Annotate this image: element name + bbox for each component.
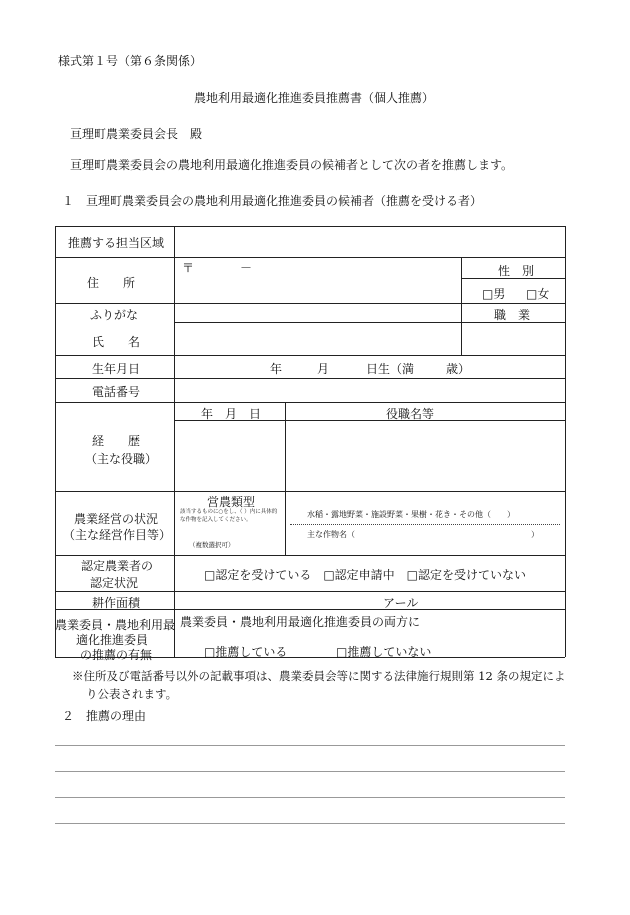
phone-field[interactable] bbox=[176, 380, 564, 401]
furigana-field[interactable] bbox=[176, 305, 460, 321]
intro-text: 亘理町農業委員会の農地利用最適化推進委員の候補者として次の者を推薦します。 bbox=[70, 158, 514, 172]
occupation-field[interactable] bbox=[463, 324, 563, 354]
name-field[interactable] bbox=[176, 324, 460, 354]
name-label: 氏 名 bbox=[92, 335, 141, 349]
cert-options[interactable]: □認定を受けている □認定申請中 □認定を受けていない bbox=[204, 568, 527, 582]
address-field[interactable] bbox=[176, 259, 460, 302]
farm-label: 農業経営の状況 bbox=[74, 512, 159, 526]
career-date-header: 年 月 日 bbox=[201, 407, 262, 421]
both-no-checkbox[interactable]: □推薦していない bbox=[336, 645, 432, 659]
addressee: 亘理町農業委員会長 殿 bbox=[70, 127, 203, 141]
gender-female-checkbox[interactable]: □女 bbox=[526, 287, 550, 301]
acreage-field[interactable] bbox=[176, 592, 376, 608]
postal-dash: － bbox=[240, 261, 253, 275]
acreage-label: 耕作面積 bbox=[92, 596, 141, 610]
birth-age-end: 歳） bbox=[446, 362, 471, 376]
address-label: 住 所 bbox=[87, 276, 136, 290]
career-date-field[interactable] bbox=[176, 422, 284, 490]
reason-line bbox=[55, 823, 565, 824]
form-title: 農地利用最適化推進委員推薦書（個人推薦） bbox=[194, 91, 435, 105]
section2-heading: ２ 推薦の理由 bbox=[62, 709, 147, 723]
occupation-label: 職 業 bbox=[494, 308, 531, 322]
career-position-header: 役職名等 bbox=[386, 407, 435, 421]
acreage-unit: アール bbox=[383, 596, 419, 610]
farm-note: 該当するものに○をし、（ ）内に具体的な作物を記入してください。 bbox=[180, 509, 278, 523]
both-label-2: 適化推進委員 bbox=[76, 633, 149, 647]
area-label: 推薦する担当区域 bbox=[68, 236, 165, 250]
postal-mark: 〒 bbox=[182, 261, 195, 275]
farm-sublabel: （主な経営作目等） bbox=[63, 528, 172, 542]
farm-note-multi: （複数選択可） bbox=[189, 541, 235, 549]
section1-heading: １ 亘理町農業委員会の農地利用最適化推進委員の候補者（推薦を受ける者） bbox=[62, 194, 483, 208]
both-label-1: 農業委員・農地利用最 bbox=[55, 618, 176, 632]
both-label-3: の推薦の有無 bbox=[80, 648, 153, 662]
birth-month: 月 bbox=[317, 362, 330, 376]
reason-line bbox=[55, 771, 565, 772]
publication-note-cont: り公表されます。 bbox=[86, 687, 178, 701]
birth-year: 年 bbox=[270, 362, 283, 376]
form-number: 様式第１号（第６条関係） bbox=[58, 54, 203, 68]
furigana-label: ふりがな bbox=[90, 308, 139, 322]
gender-label: 性 別 bbox=[498, 264, 535, 278]
reason-line bbox=[55, 745, 565, 746]
career-position-field[interactable] bbox=[287, 422, 564, 490]
both-question: 農業委員・農地利用最適化推進委員の両方に bbox=[180, 615, 421, 629]
farm-crop-label: 主な作物名（ bbox=[307, 530, 355, 539]
both-yes-checkbox[interactable]: □推薦している bbox=[204, 645, 288, 659]
reason-line bbox=[55, 797, 565, 798]
cert-label-2: 認定状況 bbox=[90, 576, 139, 590]
farm-crop-end: ） bbox=[531, 530, 539, 539]
birth-label: 生年月日 bbox=[92, 362, 141, 376]
farm-type-label: 営農類型 bbox=[207, 495, 256, 509]
cert-label-1: 認定農業者の bbox=[81, 559, 154, 573]
career-label: 経 歴 bbox=[92, 434, 141, 448]
publication-note: ※住所及び電話番号以外の記載事項は、農業委員会等に関する法律施行規則第 12 条の規定によ bbox=[72, 669, 566, 683]
area-field[interactable] bbox=[176, 228, 564, 256]
birth-day-age: 日生（満 bbox=[366, 362, 415, 376]
phone-label: 電話番号 bbox=[92, 385, 141, 399]
career-sublabel: （主な役職） bbox=[85, 452, 158, 466]
gender-male-checkbox[interactable]: □男 bbox=[482, 287, 506, 301]
farm-options[interactable]: 水稲・露地野菜・施設野菜・果樹・花き・その他（ ） bbox=[307, 510, 515, 519]
